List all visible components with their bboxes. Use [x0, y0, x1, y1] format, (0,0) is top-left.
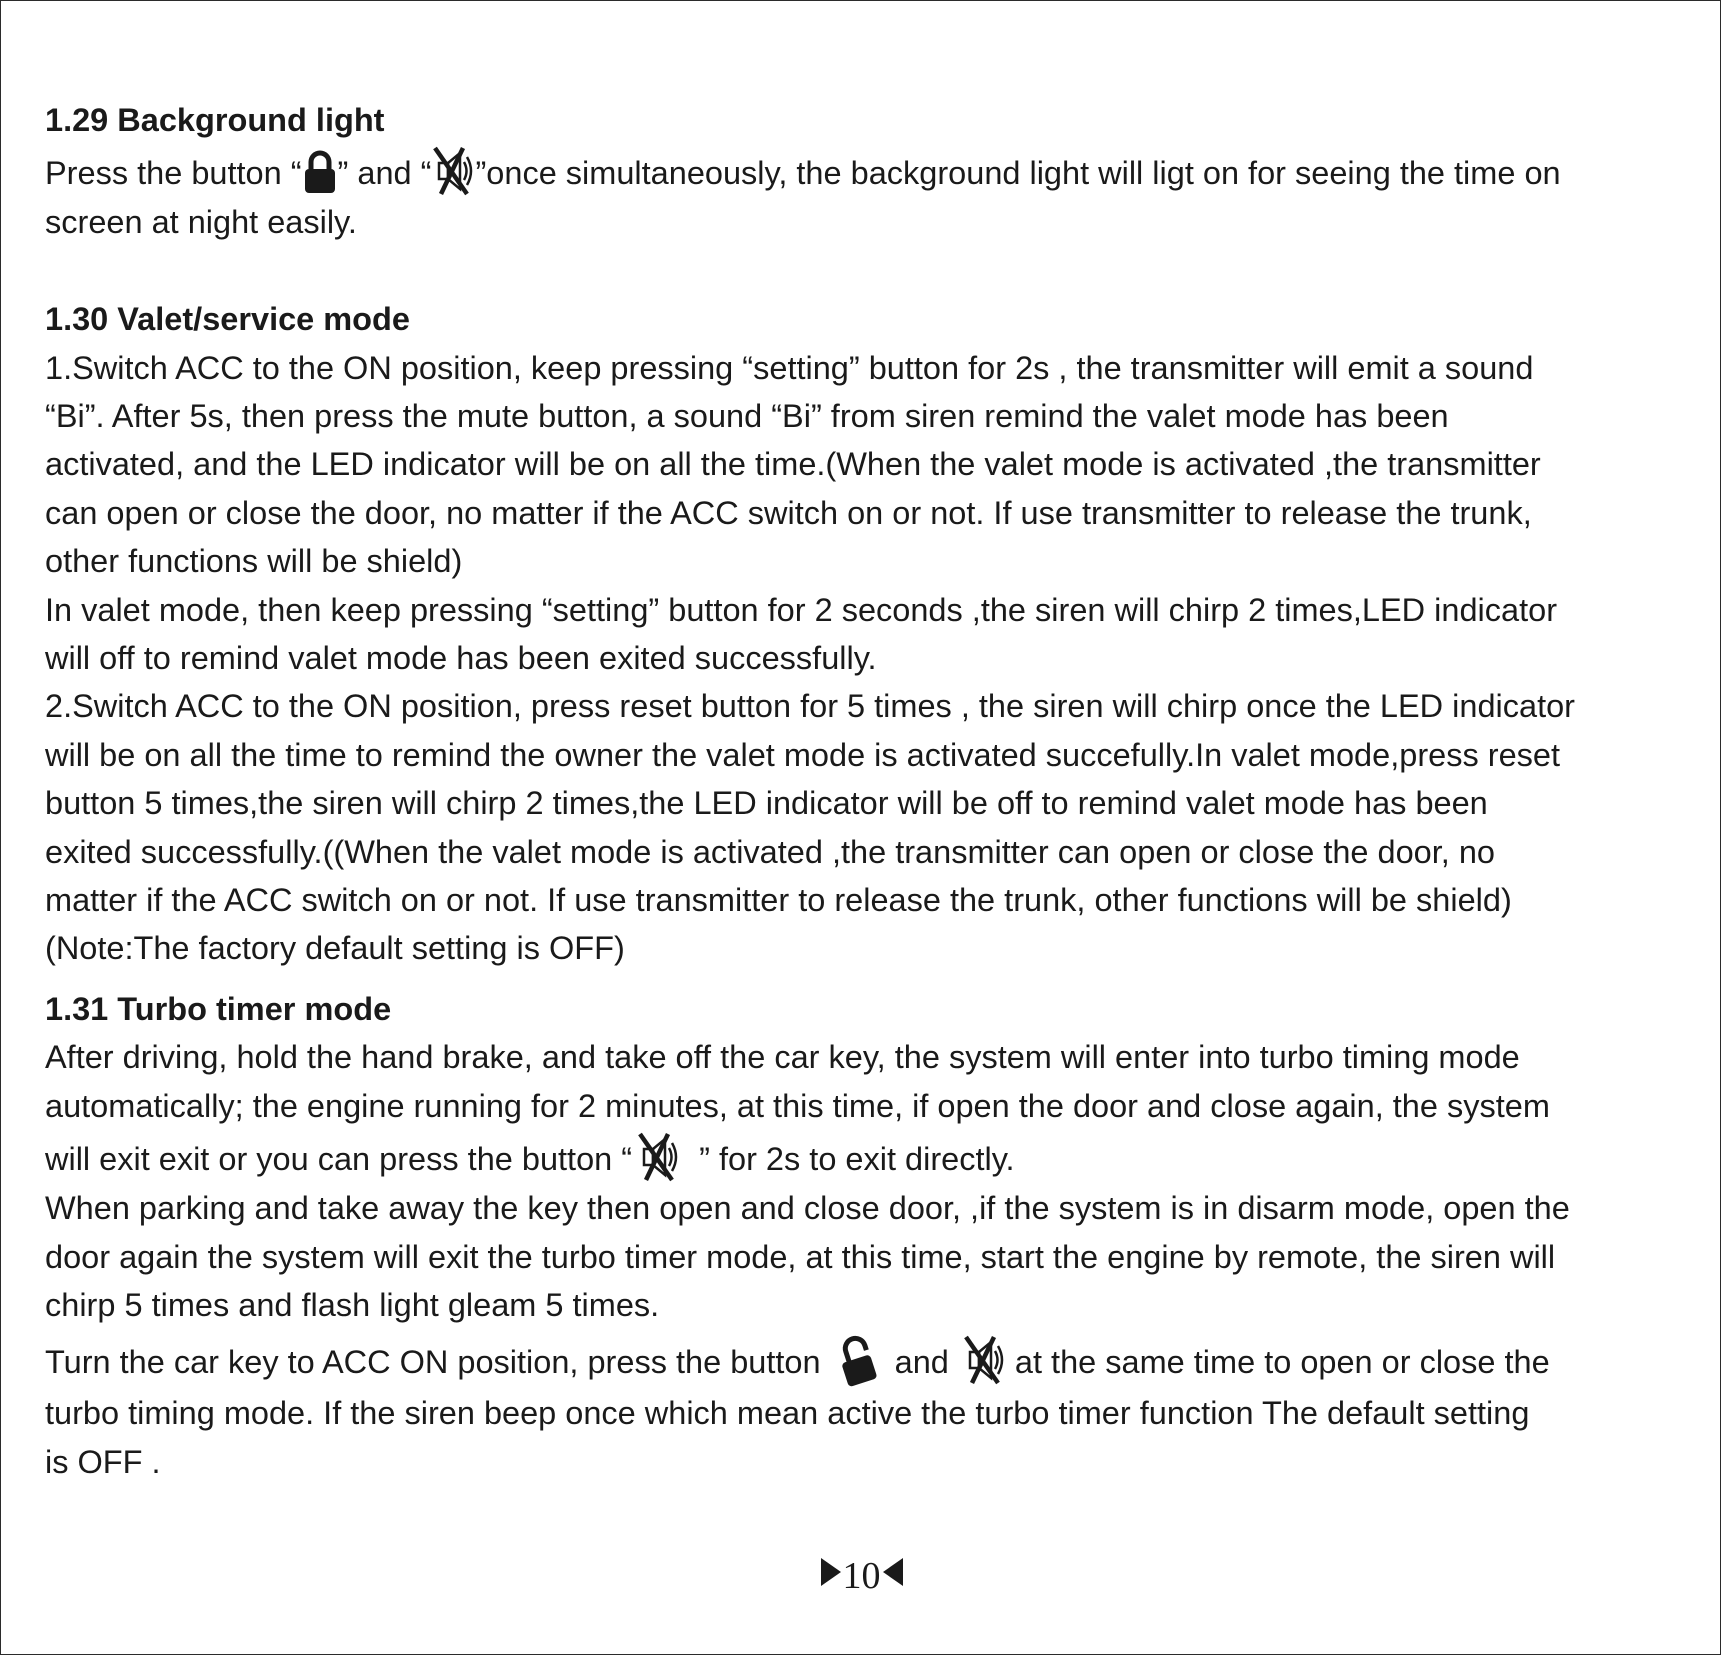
- section-130-line-3: activated, and the LED indicator will be on all the time.(When the valet mode is activated ,the transmitter: [45, 446, 1541, 483]
- section-131-line-8: turbo timing mode. If the siren beep once which mean active the turbo timer function The default setting: [45, 1395, 1530, 1432]
- section-130-line-5: other functions will be shield): [45, 543, 463, 580]
- section-131-line-3: [45, 1130, 1705, 1184]
- section-131-line-7: [45, 1329, 1705, 1389]
- text-span: ” and “: [337, 155, 432, 192]
- text-span: at the same time to open or close the: [1005, 1344, 1550, 1381]
- lock-icon: [302, 148, 338, 196]
- section-131-line-6: chirp 5 times and flash light gleam 5 times.: [45, 1286, 660, 1323]
- section-spacer: [45, 973, 1705, 985]
- text-span: and: [885, 1344, 958, 1381]
- section-129-heading: 1.29 Background light: [45, 102, 385, 138]
- mute-icon: [431, 144, 475, 198]
- section-130-line-9: will be on all the time to remind the owner the valet mode is activated succefully.In valet mode,press reset: [45, 736, 1560, 773]
- text-span: Turn the car key to ACC ON position, press the button: [45, 1344, 830, 1381]
- section-130-line-10: button 5 times,the siren will chirp 2 times,the LED indicator will be off to remind valet mode has been: [45, 785, 1488, 822]
- page-marker-left-icon: [883, 1558, 903, 1586]
- mute-icon: [636, 1130, 680, 1184]
- mute-icon: [962, 1333, 1006, 1387]
- page-number-text: 10: [842, 1555, 881, 1597]
- section-130-line-8: 2.Switch ACC to the ON position, press reset button for 5 times , the siren will chirp once the LED indicator: [45, 688, 1576, 725]
- section-131-line-4: When parking and take away the key then open and close door, ,if the system is in disarm mode, open the: [45, 1190, 1570, 1227]
- section-131-line-2: automatically; the engine running for 2 minutes, at this time, if open the door and close again, the system: [45, 1087, 1550, 1124]
- text-span: ” for 2s to exit directly.: [690, 1141, 1015, 1178]
- section-130-line-4: can open or close the door, no matter if the ACC switch on or not. If use transmitter to release the trunk,: [45, 494, 1532, 531]
- section-130-line-7: will off to remind valet mode has been exited successfully.: [45, 640, 877, 677]
- text-span: ”once simultaneously, the background light will ligt on for seeing the time on: [475, 155, 1561, 192]
- unlock-icon: [836, 1329, 882, 1389]
- section-spacer: [45, 247, 1705, 295]
- section-131-line-1: After driving, hold the hand brake, and take off the car key, the system will enter into turbo timing mode: [45, 1039, 1520, 1076]
- section-131-line-5: door again the system will exit the turbo timer mode, at this time, start the engine by remote, the siren will: [45, 1238, 1556, 1275]
- text-span: Press the button “: [45, 155, 302, 192]
- section-130-line-2: “Bi”. After 5s, then press the mute button, a sound “Bi” from siren remind the valet mode has been: [45, 398, 1449, 435]
- section-130-line-1: 1.Switch ACC to the ON position, keep pressing “setting” button for 2s , the transmitter will emit a sound: [45, 349, 1534, 386]
- section-130-line-11: exited successfully.((When the valet mode is activated ,the transmitter can open or close the door, no: [45, 833, 1495, 870]
- text-span: will exit exit or you can press the button “: [45, 1141, 633, 1178]
- section-130-line-12: matter if the ACC switch on or not. If use transmitter to release the trunk, other functions will be shield): [45, 882, 1512, 919]
- section-130-line-13: (Note:The factory default setting is OFF): [45, 930, 625, 967]
- section-131-line-9: is OFF .: [45, 1443, 161, 1480]
- section-130-heading: 1.30 Valet/service mode: [45, 301, 410, 338]
- section-129-line-2: screen at night easily.: [45, 204, 357, 241]
- section-130-line-6: In valet mode, then keep pressing “setting” button for 2 seconds ,the siren will chirp 2 times,LED indicator: [45, 591, 1558, 628]
- section-131-heading: 1.31 Turbo timer mode: [45, 990, 392, 1027]
- page-marker-right-icon: [821, 1558, 841, 1586]
- page-number: [1, 1554, 1721, 1598]
- section-129-line-1: [45, 144, 1705, 198]
- page-content: [45, 96, 1705, 1486]
